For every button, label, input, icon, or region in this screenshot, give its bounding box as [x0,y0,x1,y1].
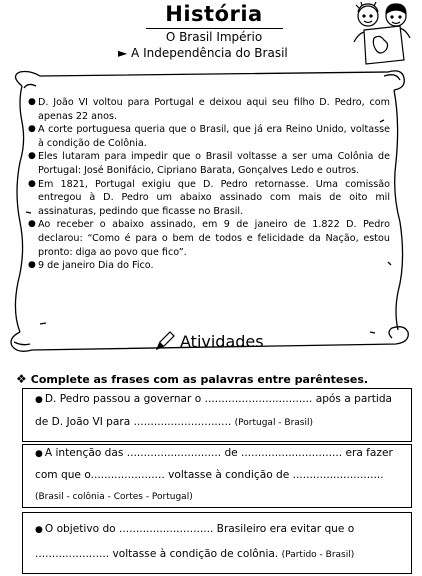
list-item: ● A corte portuguesa queria que o Brasil, que já era Reino Unido, voltasse à condição de Colônia. [28,124,390,149]
activities-heading: Atividades [180,332,264,351]
list-item: ● Ao receber o abaixo assinado, em 9 de janeiro de 1.822 D. Pedro declarou: “Como é para o bem de todos e felicidade da Nação, estou pronto: diga ao povo que fico”. [28,219,390,258]
page-title: História [165,2,263,26]
list-item: ● 9 de janeiro Dia do Fico. [28,260,154,272]
exercise-text: ● D. Pedro passou a governar o ................................ após a partida de D. João VI para ............................. (Portugal - Brasil) [35,393,393,428]
exercise-box [22,444,412,508]
exercise-box [22,388,412,442]
exercise-box [22,512,412,574]
word-bank: (Brasil - colônia - Cortes - Portugal) [35,492,193,502]
children-map-illustration [350,2,416,68]
topic-subtitle: ► A Independência do Brasil [118,46,288,60]
list-item: ● Em 1821, Portugal exigiu que D. Pedro retornasse. Uma comissão entregou à D. Pedro um abaixo assinado com mais de oito mil assinaturas, pedindo que ficasse no Brasil. [28,178,390,217]
scroll-content [28,96,390,273]
bullet-diamond-icon: ❖ [16,372,27,386]
exercise-text: ● O objetivo do ............................ Brasileiro era evitar que o ...................... voltasse à condição de colônia. (Partido - Brasil) [35,523,355,560]
list-item: ● D. João VI voltou para Portugal e deixou aqui seu filho D. Pedro, com apenas 22 anos. [28,97,390,122]
list-item: ● Eles lutaram para impedir que o Brasil voltasse a ser uma Colônia de Portugal: José Bonifácio, Cipriano Barata, Gonçalves Ledo e outros. [28,151,390,176]
instruction: ❖ Complete as frases com as palavras entre parênteses. [16,372,369,386]
word-bank: (Portugal - Brasil) [234,418,314,428]
exercise-text: ● A intenção das ............................ de .............................. era fazer com que o...................... voltasse à condição de ........................... (Brasil - colônia - Cortes - Portugal) [35,447,393,502]
word-bank: (Partido - Brasil) [281,550,355,560]
title-underline [146,28,283,29]
subtitle: O Brasil Império [165,30,263,44]
